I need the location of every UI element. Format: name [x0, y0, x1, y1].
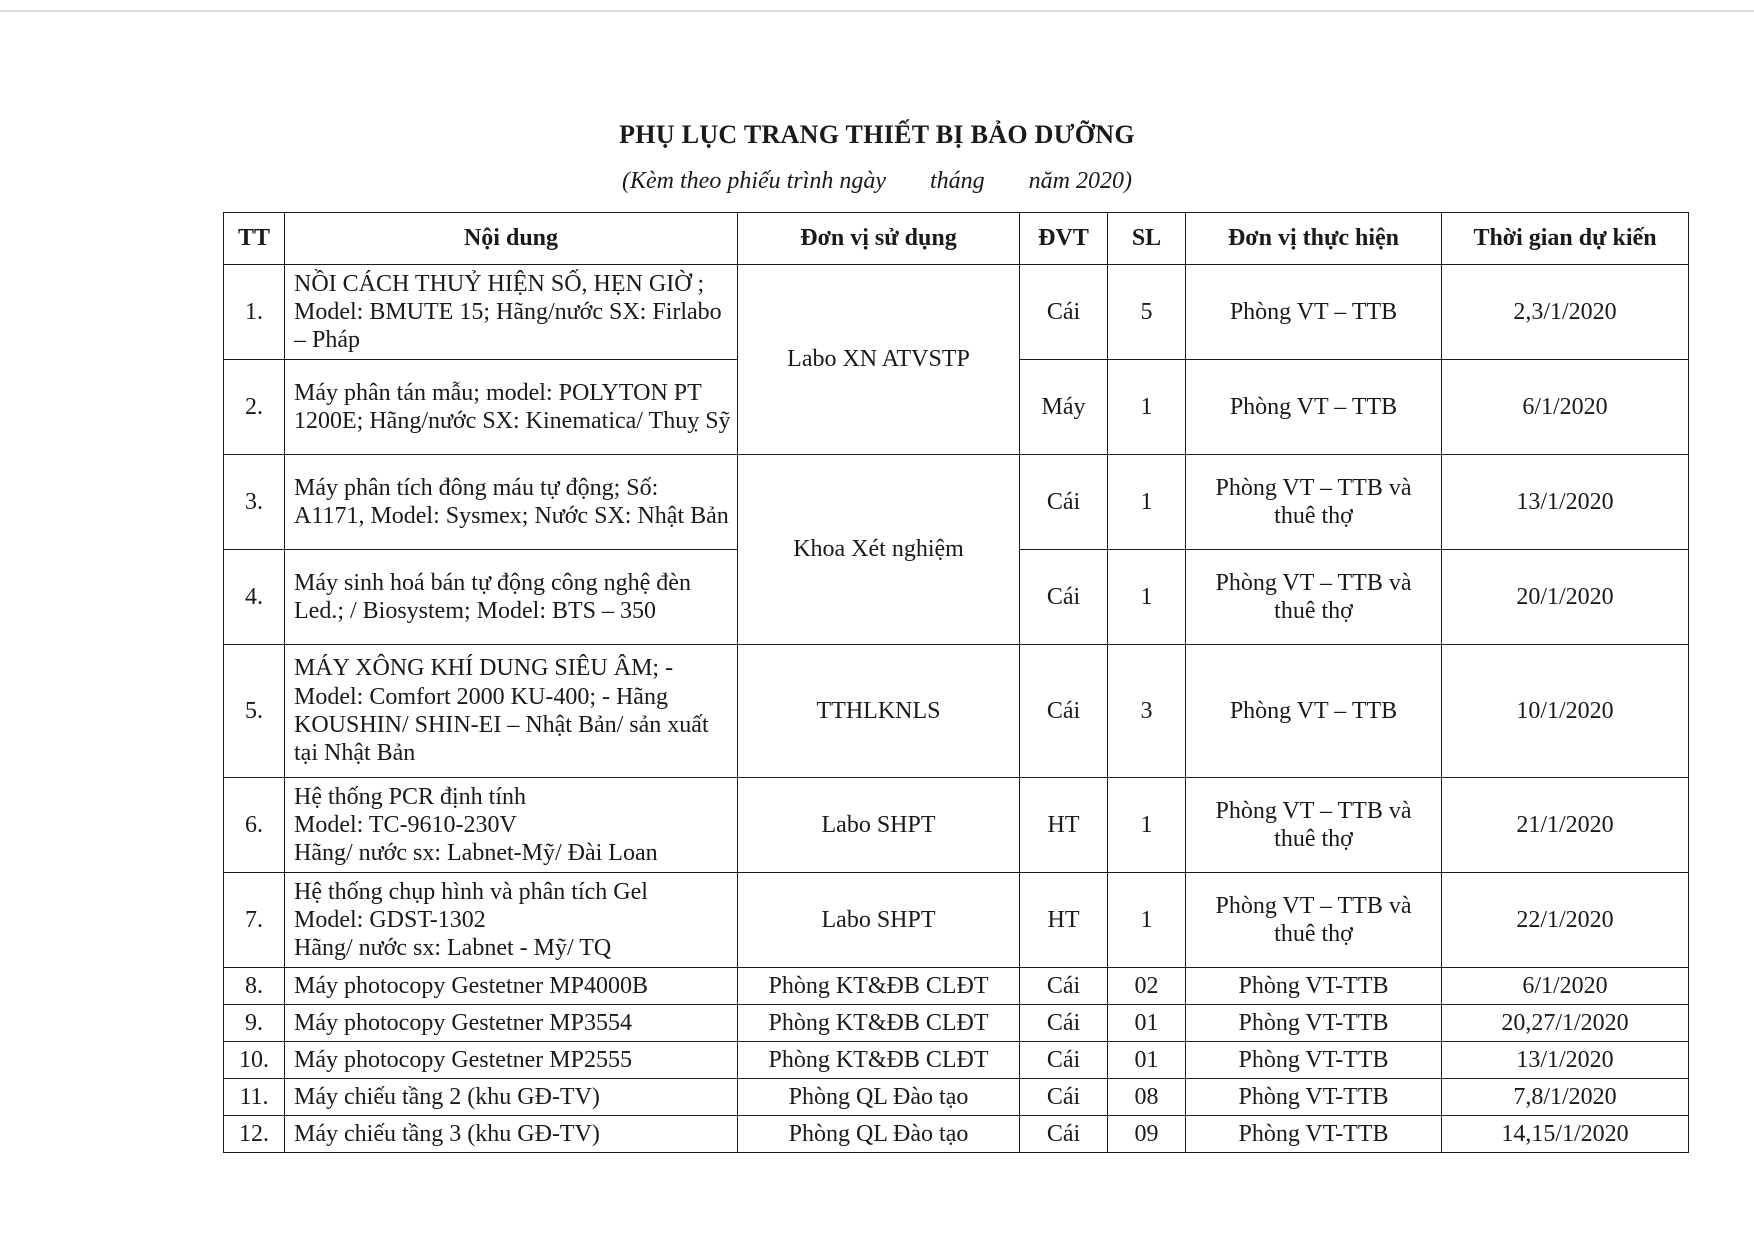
- table-row: [224, 968, 1689, 1005]
- row-time: 2,3/1/2020: [1442, 265, 1689, 360]
- row-time: 6/1/2020: [1442, 360, 1689, 455]
- row-performer: Phòng VT – TTB và thuê thợ: [1186, 455, 1442, 550]
- row-performer: Phòng VT – TTB: [1186, 645, 1442, 778]
- row-qty: 1: [1108, 360, 1186, 455]
- content-line: Model: TC-9610-230V: [294, 811, 517, 838]
- subtitle-prefix: (Kèm theo phiếu trình ngày: [622, 168, 886, 194]
- row-uom: Cái: [1020, 1005, 1108, 1042]
- subtitle-year: năm 2020): [1028, 168, 1132, 194]
- row-uom: Cái: [1020, 265, 1108, 360]
- row-time: 21/1/2020: [1442, 778, 1689, 873]
- page-top-edge: [0, 10, 1754, 12]
- header-tt: TT: [224, 213, 285, 265]
- header-qty: SL: [1108, 213, 1186, 265]
- row-unit-used: Labo XN ATVSTP: [738, 265, 1020, 455]
- row-content: MÁY XÔNG KHÍ DUNG SIÊU ÂM; - Model: Comfort 2000 KU-400; - Hãng KOUSHIN/ SHIN-EI – Nhật Bản/ sản xuất tại Nhật Bản: [285, 645, 738, 778]
- row-time: 20/1/2020: [1442, 550, 1689, 645]
- row-performer: Phòng VT-TTB: [1186, 1042, 1442, 1079]
- row-uom: HT: [1020, 873, 1108, 968]
- row-number: 10.: [224, 1042, 285, 1079]
- row-number: 4.: [224, 550, 285, 645]
- row-unit-used: Phòng KT&ĐB CLĐT: [738, 1005, 1020, 1042]
- header-uom: ĐVT: [1020, 213, 1108, 265]
- row-qty: 01: [1108, 1005, 1186, 1042]
- row-uom: Máy: [1020, 360, 1108, 455]
- row-time: 7,8/1/2020: [1442, 1079, 1689, 1116]
- row-uom: Cái: [1020, 455, 1108, 550]
- row-qty: 1: [1108, 778, 1186, 873]
- document-title: PHỤ LỤC TRANG THIẾT BỊ BẢO DƯỠNG: [619, 120, 1135, 149]
- header-row: [224, 213, 1689, 265]
- header-time: Thời gian dự kiến: [1442, 213, 1689, 265]
- row-qty: 5: [1108, 265, 1186, 360]
- row-performer: Phòng VT – TTB và thuê thợ: [1186, 550, 1442, 645]
- row-qty: 08: [1108, 1079, 1186, 1116]
- row-content: Máy phân tích đông máu tự động; Số: A1171, Model: Sysmex; Nước SX: Nhật Bản: [285, 455, 738, 550]
- row-content: Máy photocopy Gestetner MP3554: [285, 1005, 738, 1042]
- row-number: 5.: [224, 645, 285, 778]
- row-qty: 1: [1108, 455, 1186, 550]
- row-time: 22/1/2020: [1442, 873, 1689, 968]
- table-row: [224, 1116, 1689, 1153]
- row-uom: Cái: [1020, 550, 1108, 645]
- table-row: [224, 873, 1689, 968]
- content-line: Hãng/ nước sx: Labnet-Mỹ/ Đài Loan: [294, 840, 658, 867]
- row-performer: Phòng VT – TTB: [1186, 360, 1442, 455]
- row-uom: Cái: [1020, 1116, 1108, 1153]
- table-row: [224, 265, 1689, 360]
- table-row: [224, 1005, 1689, 1042]
- row-qty: 01: [1108, 1042, 1186, 1079]
- content-line: Hệ thống chụp hình và phân tích Gel: [294, 878, 648, 905]
- row-unit-used: Labo SHPT: [738, 778, 1020, 873]
- table-row: [224, 455, 1689, 550]
- row-content: [285, 778, 738, 873]
- row-number: 2.: [224, 360, 285, 455]
- row-number: 1.: [224, 265, 285, 360]
- row-time: 6/1/2020: [1442, 968, 1689, 1005]
- header-performer: Đơn vị thực hiện: [1186, 213, 1442, 265]
- row-qty: 02: [1108, 968, 1186, 1005]
- row-qty: 3: [1108, 645, 1186, 778]
- row-number: 8.: [224, 968, 285, 1005]
- row-number: 12.: [224, 1116, 285, 1153]
- row-qty: 09: [1108, 1116, 1186, 1153]
- row-performer: Phòng VT-TTB: [1186, 1079, 1442, 1116]
- row-number: 11.: [224, 1079, 285, 1116]
- row-unit-used: TTHLKNLS: [738, 645, 1020, 778]
- row-uom: Cái: [1020, 1042, 1108, 1079]
- row-performer: Phòng VT – TTB và thuê thợ: [1186, 778, 1442, 873]
- row-content: NỒI CÁCH THUỶ HIỆN SỐ, HẸN GIỜ ; Model: BMUTE 15; Hãng/nước SX: Firlabo – Pháp: [285, 265, 738, 360]
- content-line: Model: GDST-1302: [294, 906, 486, 933]
- row-uom: HT: [1020, 778, 1108, 873]
- row-number: 9.: [224, 1005, 285, 1042]
- row-qty: 1: [1108, 550, 1186, 645]
- row-uom: Cái: [1020, 968, 1108, 1005]
- row-time: 14,15/1/2020: [1442, 1116, 1689, 1153]
- row-content: Máy chiếu tầng 3 (khu GĐ-TV): [285, 1116, 738, 1153]
- row-unit-used: Phòng KT&ĐB CLĐT: [738, 1042, 1020, 1079]
- table-row: [224, 1042, 1689, 1079]
- row-performer: Phòng VT-TTB: [1186, 968, 1442, 1005]
- row-performer: Phòng VT – TTB: [1186, 265, 1442, 360]
- row-performer: Phòng VT-TTB: [1186, 1116, 1442, 1153]
- header-content: Nội dung: [285, 213, 738, 265]
- row-uom: Cái: [1020, 645, 1108, 778]
- row-number: 3.: [224, 455, 285, 550]
- row-performer: Phòng VT – TTB và thuê thợ: [1186, 873, 1442, 968]
- content-line: Hãng/ nước sx: Labnet - Mỹ/ TQ: [294, 935, 612, 962]
- row-performer: Phòng VT-TTB: [1186, 1005, 1442, 1042]
- row-unit-used: Phòng QL Đào tạo: [738, 1116, 1020, 1153]
- row-time: 13/1/2020: [1442, 455, 1689, 550]
- row-number: 6.: [224, 778, 285, 873]
- equipment-table: [223, 212, 1689, 1153]
- row-unit-used: Khoa Xét nghiệm: [738, 455, 1020, 645]
- content-line: Hệ thống PCR định tính: [294, 783, 527, 810]
- row-uom: Cái: [1020, 1079, 1108, 1116]
- row-unit-used: Phòng KT&ĐB CLĐT: [738, 968, 1020, 1005]
- row-unit-used: Labo SHPT: [738, 873, 1020, 968]
- row-time: 20,27/1/2020: [1442, 1005, 1689, 1042]
- subtitle-month: tháng: [929, 168, 985, 194]
- table-row: [224, 778, 1689, 873]
- row-content: Máy photocopy Gestetner MP4000B: [285, 968, 738, 1005]
- table-row: [224, 1079, 1689, 1116]
- row-content: Máy chiếu tầng 2 (khu GĐ-TV): [285, 1079, 738, 1116]
- table-row: [224, 645, 1689, 778]
- header-unit-used: Đơn vị sử dụng: [738, 213, 1020, 265]
- row-content: Máy sinh hoá bán tự động công nghệ đèn Led.; / Biosystem; Model: BTS – 350: [285, 550, 738, 645]
- row-number: 7.: [224, 873, 285, 968]
- row-content: Máy phân tán mẫu; model: POLYTON PT 1200E; Hãng/nước SX: Kinematica/ Thuỵ Sỹ: [285, 360, 738, 455]
- row-time: 13/1/2020: [1442, 1042, 1689, 1079]
- row-qty: 1: [1108, 873, 1186, 968]
- row-time: 10/1/2020: [1442, 645, 1689, 778]
- row-unit-used: Phòng QL Đào tạo: [738, 1079, 1020, 1116]
- document-subtitle: [0, 168, 1754, 195]
- row-content: [285, 873, 738, 968]
- row-content: Máy photocopy Gestetner MP2555: [285, 1042, 738, 1079]
